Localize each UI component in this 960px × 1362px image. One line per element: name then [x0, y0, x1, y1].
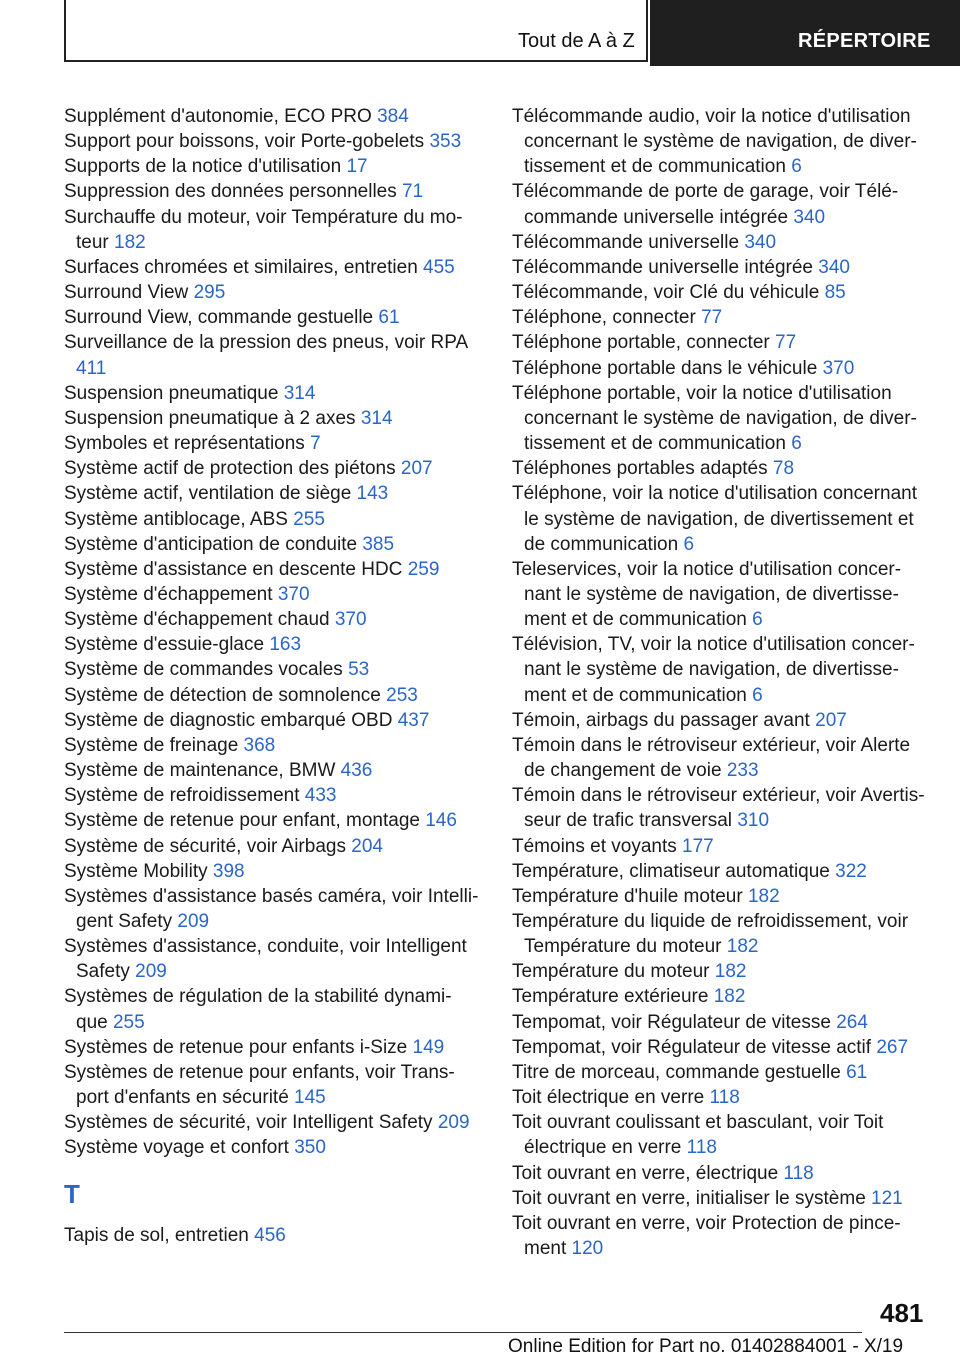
entry-text: Symboles et représentations: [64, 433, 305, 455]
page-reference-link[interactable]: 143: [356, 483, 389, 505]
index-entry: [512, 1010, 932, 1035]
index-entry: [64, 1060, 484, 1110]
entry-text: Téléphone, voir la notice d'utilisation concernant le système de navigation, de divertissement et de communication: [512, 483, 917, 555]
page-reference-link[interactable]: 182: [747, 885, 780, 907]
entry-text: Surchauffe du moteur, voir Température du mo- teur: [64, 206, 463, 253]
index-entry: [512, 280, 932, 305]
entry-text: Système de diagnostic embarqué OBD: [64, 709, 393, 731]
entry-text: Système Mobility: [64, 860, 208, 882]
page-reference-link[interactable]: 259: [407, 558, 440, 580]
page-reference-link[interactable]: 163: [269, 634, 302, 656]
entry-text: Teleservices, voir la notice d'utilisation concer- nant le système de navigation, de divertisse- ment et de communication: [512, 558, 902, 631]
entry-text: Système d'anticipation de conduite: [64, 533, 358, 555]
index-entry: [64, 431, 484, 456]
entry-text: Surveillance de la pression des pneus, voir RPA: [64, 332, 468, 354]
page-reference-link[interactable]: 255: [293, 508, 325, 530]
index-entry: [64, 607, 484, 632]
index-entry: [64, 406, 484, 431]
entry-text: Système de sécurité, voir Airbags: [64, 835, 346, 857]
index-entry: [512, 1211, 932, 1261]
page-reference-link[interactable]: 77: [701, 307, 723, 329]
index-entry: [512, 481, 932, 556]
page-reference-link[interactable]: 314: [283, 382, 316, 404]
entry-text: Téléphone portable, voir la notice d'utilisation concernant le système de navigation, de diver- tissement et de communication: [512, 382, 917, 455]
entry-text: Surround View: [64, 282, 189, 304]
page-reference-link[interactable]: 207: [815, 709, 847, 731]
index-entry: [64, 456, 484, 481]
index-entry: [64, 758, 484, 783]
page-reference-link[interactable]: 350: [294, 1137, 326, 1159]
index-entry: [64, 708, 484, 733]
page-reference-link[interactable]: 17: [346, 156, 368, 178]
index-entry: [512, 230, 932, 255]
page-reference-link[interactable]: 370: [822, 357, 855, 379]
index-entry: [64, 154, 484, 179]
page-reference-link[interactable]: 253: [386, 684, 418, 706]
index-entry: [512, 557, 932, 632]
page-reference-link[interactable]: 6: [791, 433, 802, 455]
entry-text: Température, climatiseur automatique: [512, 860, 830, 882]
entry-text: Système d'assistance en descente HDC: [64, 558, 403, 580]
index-entry: [64, 808, 484, 833]
footer-divider: [64, 1332, 862, 1333]
entry-text: Système d'échappement: [64, 583, 273, 605]
page-reference-link[interactable]: 78: [772, 458, 795, 480]
page-reference-link[interactable]: 6: [791, 156, 802, 178]
page-reference-link[interactable]: 85: [824, 282, 846, 304]
page-reference-link[interactable]: 384: [377, 106, 409, 127]
page-reference-link[interactable]: 204: [351, 835, 383, 857]
index-entry: [512, 1110, 932, 1160]
entry-text: Systèmes d'assistance, conduite, voir Intelligent Safety: [64, 936, 467, 983]
index-entry: [512, 632, 932, 707]
index-entry: [64, 557, 484, 582]
page-reference-link[interactable]: 437: [397, 709, 430, 731]
entry-text: Système d'essuie-glace: [64, 634, 265, 656]
index-entry: [64, 733, 484, 758]
index-entry: [64, 1135, 484, 1160]
index-entry: [64, 934, 484, 984]
index-entry: [64, 859, 484, 884]
entry-text: Système voyage et confort: [64, 1137, 289, 1159]
entry-text: Système de retenue pour enfant, montage: [64, 810, 420, 832]
index-entry: [64, 884, 484, 934]
entry-text: Téléphones portables adaptés: [512, 458, 768, 480]
page-reference-link[interactable]: 255: [112, 1011, 145, 1033]
index-entry: [512, 708, 932, 733]
page-reference-link[interactable]: 455: [423, 256, 455, 278]
page-reference-link[interactable]: 118: [709, 1087, 740, 1109]
index-entry: [512, 859, 932, 884]
index-entry: [512, 330, 932, 355]
entry-text: Télécommande universelle intégrée: [512, 256, 813, 278]
entry-text: Systèmes de retenue pour enfants i-Size: [64, 1036, 408, 1058]
entry-text: Télécommande universelle: [512, 231, 740, 253]
page-reference-link[interactable]: 182: [713, 986, 746, 1008]
index-entry: [64, 783, 484, 808]
page-reference-link[interactable]: 370: [277, 583, 310, 605]
index-entry: [64, 507, 484, 532]
index-entry: [64, 280, 484, 305]
index-column-left: [64, 104, 484, 1248]
entry-text: Système de refroidissement: [64, 785, 300, 807]
section-label: Tout de A à Z: [518, 30, 635, 52]
section-tab: [64, 0, 648, 62]
page-reference-link[interactable]: 207: [400, 458, 433, 480]
section-letter-heading: T: [64, 1178, 80, 1209]
page-reference-link[interactable]: 209: [135, 961, 167, 983]
entry-text: Téléphone portable dans le véhicule: [512, 357, 818, 379]
page-reference-link[interactable]: 77: [775, 332, 797, 354]
index-entry: [64, 683, 484, 708]
page-reference-link[interactable]: 340: [744, 231, 777, 253]
entry-text: Témoins et voyants: [512, 835, 677, 857]
index-entry: [512, 984, 932, 1009]
index-entry: [64, 104, 484, 129]
page-reference-link[interactable]: 118: [783, 1162, 814, 1184]
entry-text: Supplément d'autonomie, ECO PRO: [64, 106, 372, 127]
index-entry: [512, 305, 932, 330]
index-entry: [64, 179, 484, 204]
page-number: 481: [880, 1298, 924, 1328]
index-entry: [64, 381, 484, 406]
entry-text: Température du moteur: [512, 961, 710, 983]
entry-text: Systèmes d'assistance basés caméra, voir Intelli- gent Safety: [64, 885, 479, 932]
entry-text: Toit ouvrant en verre, électrique: [512, 1162, 779, 1184]
index-entry: [64, 984, 484, 1034]
index-entry: [512, 909, 932, 959]
page-reference-link[interactable]: 146: [425, 810, 457, 832]
index-entry: [64, 255, 484, 280]
index-entry: [512, 381, 932, 456]
page-reference-link[interactable]: 385: [362, 533, 395, 555]
page-reference-link[interactable]: 295: [193, 282, 226, 304]
entry-text: Système de commandes vocales: [64, 659, 343, 681]
page-reference-link[interactable]: 61: [378, 307, 400, 329]
index-entry: [512, 356, 932, 381]
index-entry: [64, 1110, 484, 1135]
entry-text: Système actif, ventilation de siège: [64, 483, 352, 505]
page-reference-link[interactable]: 177: [682, 835, 714, 857]
page-reference-link[interactable]: 322: [835, 860, 867, 882]
index-entry: [64, 632, 484, 657]
entry-text: Tapis de sol, entretien: [64, 1224, 249, 1246]
page-reference-link[interactable]: 120: [571, 1238, 604, 1260]
entry-text: Système de maintenance, BMW: [64, 760, 336, 782]
entry-text: Toit ouvrant coulissant et basculant, voir Toit électrique en verre: [512, 1112, 884, 1159]
entry-text: Titre de morceau, commande gestuelle: [512, 1061, 841, 1083]
entry-text: Télécommande, voir Clé du véhicule: [512, 282, 820, 304]
index-entry: [64, 205, 484, 255]
edition-footer: Online Edition for Part no. 01402884001 - X/19: [508, 1336, 904, 1357]
index-entry: [512, 1161, 932, 1186]
index-entry: [64, 330, 484, 380]
chapter-label: RÉPERTOIRE: [798, 30, 931, 52]
page-reference-link[interactable]: 6: [752, 609, 763, 631]
page-reference-link[interactable]: 182: [114, 231, 146, 253]
entry-text: Télécommande de porte de garage, voir Télé- commande universelle intégrée: [512, 181, 899, 228]
entry-text: Système de détection de somnolence: [64, 684, 381, 706]
page-header: [64, 0, 960, 66]
index-entry: [64, 129, 484, 154]
entry-text: Toit ouvrant en verre, voir Protection de pince- ment: [512, 1212, 901, 1260]
page-reference-link[interactable]: 411: [76, 357, 107, 379]
index-entry: [512, 104, 932, 179]
entry-text: Température extérieure: [512, 986, 709, 1008]
entry-text: Toit électrique en verre: [512, 1087, 705, 1109]
page-reference-link[interactable]: 209: [437, 1112, 470, 1134]
page-reference-link[interactable]: 353: [429, 131, 462, 153]
entry-text: Toit ouvrant en verre, initialiser le système: [512, 1187, 866, 1209]
index-entry: [64, 834, 484, 859]
entry-text: Température du liquide de refroidissement, voir Température du moteur: [512, 911, 909, 958]
entry-text: Supports de la notice d'utilisation: [64, 156, 342, 178]
index-entry: [64, 1035, 484, 1060]
page-reference-link[interactable]: 61: [846, 1061, 868, 1083]
entry-text: Système antiblocage, ABS: [64, 508, 288, 530]
entry-text: Système de freinage: [64, 734, 239, 756]
page-reference-link[interactable]: 121: [871, 1187, 903, 1209]
index-entry: [64, 1223, 484, 1248]
entry-text: Systèmes de sécurité, voir Intelligent Safety: [64, 1112, 433, 1134]
page-reference-link[interactable]: 53: [348, 659, 370, 681]
page-reference-link[interactable]: 7: [310, 433, 321, 455]
page-reference-link[interactable]: 398: [212, 860, 245, 882]
page-reference-link[interactable]: 182: [726, 936, 759, 958]
entry-text: Témoin dans le rétroviseur extérieur, voir Alerte de changement de voie: [512, 734, 911, 782]
index-entry: [512, 179, 932, 229]
page-reference-link[interactable]: 6: [752, 684, 763, 706]
index-entry: [512, 959, 932, 984]
index-entry: [64, 481, 484, 506]
entry-text: Suspension pneumatique à 2 axes: [64, 407, 356, 429]
entry-text: Système actif de protection des piétons: [64, 458, 396, 480]
index-entry: [512, 1186, 932, 1211]
entry-text: Support pour boissons, voir Porte-gobelets: [64, 131, 425, 153]
page-reference-link[interactable]: 71: [402, 181, 424, 203]
entry-text: Systèmes de régulation de la stabilité dynami- que: [64, 986, 452, 1033]
index-entry: [512, 884, 932, 909]
page-reference-link[interactable]: 264: [836, 1011, 868, 1033]
index-entry: [64, 657, 484, 682]
index-entry: [512, 1060, 932, 1085]
page-reference-link[interactable]: 267: [876, 1036, 909, 1058]
page-reference-link[interactable]: 433: [304, 785, 337, 807]
page-reference-link[interactable]: 182: [714, 961, 747, 983]
entry-text: Tempomat, voir Régulateur de vitesse: [512, 1011, 831, 1033]
page-reference-link[interactable]: 368: [243, 734, 276, 756]
entry-text: Surround View, commande gestuelle: [64, 307, 374, 329]
index-entry: [512, 834, 932, 859]
entry-text: Suspension pneumatique: [64, 382, 279, 404]
index-entry: [512, 733, 932, 783]
index-entry: [64, 582, 484, 607]
page-reference-link[interactable]: 118: [686, 1137, 717, 1159]
entry-text: Témoin, airbags du passager avant: [512, 709, 810, 731]
entry-text: Tempomat, voir Régulateur de vitesse actif: [512, 1036, 872, 1058]
index-entry: [512, 456, 932, 481]
index-entry: [64, 305, 484, 330]
entry-text: Systèmes de retenue pour enfants, voir Trans- port d'enfants en sécurité: [64, 1061, 455, 1109]
page-reference-link[interactable]: 149: [412, 1036, 445, 1058]
page-reference-link[interactable]: 340: [793, 206, 826, 228]
page-reference-link[interactable]: 145: [294, 1087, 326, 1109]
page-reference-link[interactable]: 314: [360, 407, 393, 429]
entry-text: Télévision, TV, voir la notice d'utilisation concer- nant le système de navigation, de divertisse- ment et de communication: [512, 634, 915, 706]
page-reference-link[interactable]: 209: [177, 911, 210, 932]
entry-text: Suppression des données personnelles: [64, 181, 397, 203]
page-reference-link[interactable]: 370: [334, 609, 367, 631]
page-reference-link[interactable]: 456: [254, 1224, 286, 1246]
index-entry: [64, 532, 484, 557]
page-reference-link[interactable]: 233: [726, 760, 759, 782]
entry-text: Surfaces chromées et similaires, entretien: [64, 256, 418, 278]
entry-text: Température d'huile moteur: [512, 885, 743, 907]
index-column-right: [512, 104, 932, 1261]
index-entry: [512, 783, 932, 833]
page-reference-link[interactable]: 436: [340, 760, 373, 782]
entry-text: Témoin dans le rétroviseur extérieur, voir Avertis- seur de trafic transversal: [512, 785, 925, 832]
index-entry: [512, 255, 932, 280]
entry-text: Système d'échappement chaud: [64, 609, 330, 631]
entry-text: Télécommande audio, voir la notice d'utilisation concernant le système de navigation, de diver- tissement et de communication: [512, 106, 917, 178]
page-reference-link[interactable]: 6: [683, 533, 695, 555]
chapter-tab: [650, 0, 960, 66]
entry-text: Téléphone portable, connecter: [512, 332, 770, 354]
entry-text: Téléphone, connecter: [512, 307, 696, 329]
index-entry: [512, 1085, 932, 1110]
page-reference-link[interactable]: 340: [818, 256, 850, 278]
index-entry: [512, 1035, 932, 1060]
page-reference-link[interactable]: 310: [737, 810, 770, 832]
